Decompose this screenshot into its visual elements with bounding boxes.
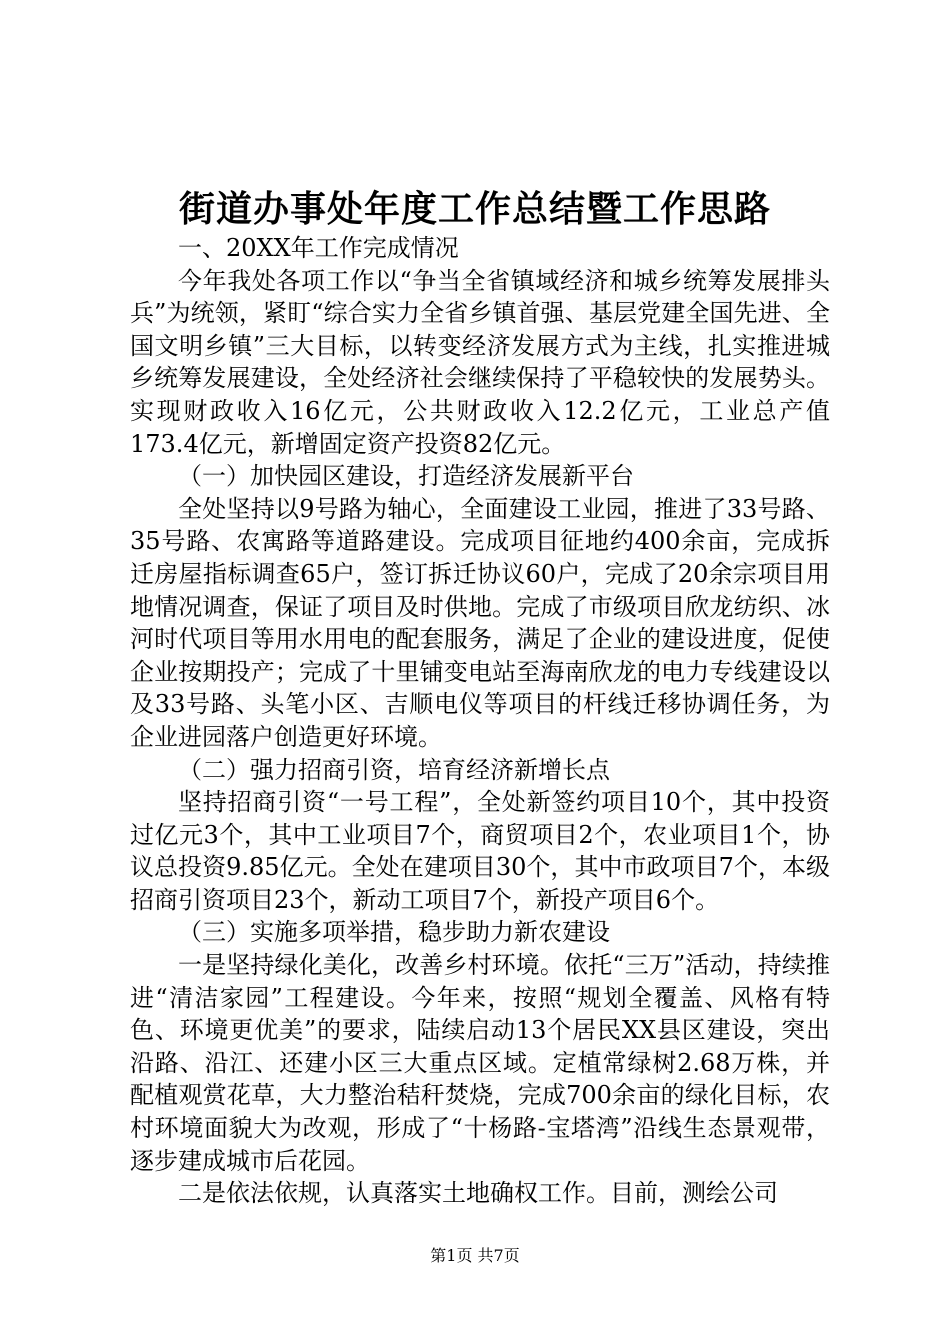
body-paragraph: 二是依法依规，认真落实土地确权工作。目前，测绘公司 bbox=[178, 1179, 778, 1208]
body-paragraph: 全处坚持以9号路为轴心，全面建设工业园，推进了33号路、35号路、农寓路等道路建设。完成项目征地约400余亩，完成拆迁房屋指标调查65户，签订拆迁协议60户，完成了20余宗项目用地情况调查，保证了项目及时供地。完成了市级项目欣龙纺织、冰河时代项目等用水用电的配套服务，满足了企业的建设进度，促使企业按期投产；完成了十里铺变电站至海南欣龙的电力专线建设以及33号路、头笔小区、吉顺电仪等项目的杆线迁移协调任务，为企业进园落户创造更好环境。 bbox=[130, 494, 830, 751]
section-heading: 一、20XX年工作完成情况 bbox=[178, 234, 459, 262]
section-heading: （三）实施多项举措，稳步助力新农建设 bbox=[178, 918, 610, 947]
section-heading: （一）加快园区建设，打造经济发展新平台 bbox=[178, 462, 634, 491]
body-paragraph: 今年我处各项工作以“争当全省镇域经济和城乡统筹发展排头兵”为统领，紧盯“综合实力全省乡镇首强、基层党建全国先进、全国文明乡镇”三大目标，以转变经济发展方式为主线，扎实推进城乡统筹发展建设，全处经济社会继续保持了平稳较快的发展势头。实现财政收入16亿元，公共财政收入12.2亿元，工业总产值173.4亿元，新增固定资产投资82亿元。 bbox=[130, 266, 830, 458]
document-title: 街道办事处年度工作总结暨工作思路 bbox=[178, 188, 771, 230]
body-paragraph: 坚持招商引资“一号工程”，全处新签约项目10个，其中投资过亿元3个，其中工业项目7个，商贸项目2个，农业项目1个，协议总投资9.85亿元。全处在建项目30个，其中市政项目7个，本级招商引资项目23个，新动工项目7个，新投产项目6个。 bbox=[130, 788, 830, 914]
document-body bbox=[130, 232, 830, 1210]
page-number-footer: 第1页 共7页 bbox=[430, 1246, 520, 1265]
body-paragraph: 一是坚持绿化美化，改善乡村环境。依托“三万”活动，持续推进“清洁家园”工程建设。今年来，按照“规划全覆盖、风格有特色、环境更优美”的要求，陆续启动13个居民XX县区建设，突出沿路、沿江、还建小区三大重点区域。定植常绿树2.68万株，并配植观赏花草，大力整治秸秆焚烧，完成700余亩的绿化目标，农村环境面貌大为改观，形成了“十杨路-宝塔湾”沿线生态景观带，逐步建成城市后花园。 bbox=[130, 951, 830, 1175]
section-heading: （二）强力招商引资，培育经济新增长点 bbox=[178, 755, 610, 784]
